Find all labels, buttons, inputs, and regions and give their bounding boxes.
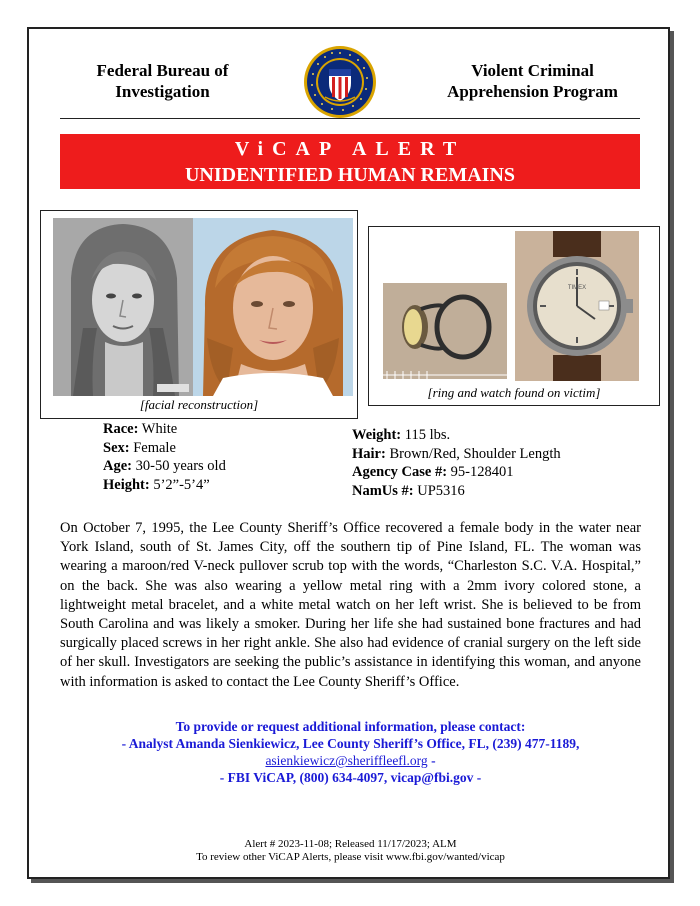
detail-namus bbox=[352, 482, 561, 501]
detail-sex-value: Female bbox=[133, 439, 176, 456]
detail-hair-value: Brown/Red, Shoulder Length bbox=[389, 445, 561, 462]
detail-height-label: Height: bbox=[103, 476, 150, 493]
details-right-column bbox=[352, 426, 561, 500]
detail-namus-value: UP5316 bbox=[417, 482, 465, 499]
program-name-line2: Apprehension Program bbox=[447, 82, 618, 101]
agency-name-line1: Federal Bureau of bbox=[96, 61, 229, 80]
detail-weight-label: Weight: bbox=[352, 427, 402, 443]
photo-caption-left: [facial reconstruction] bbox=[139, 397, 259, 412]
detail-agency-case-label: Agency Case #: bbox=[352, 464, 448, 480]
detail-height bbox=[103, 476, 226, 495]
detail-age bbox=[103, 457, 226, 476]
alert-banner-subtitle: UNIDENTIFIED HUMAN REMAINS bbox=[184, 164, 516, 186]
detail-hair bbox=[352, 445, 561, 464]
detail-namus-label: NamUs #: bbox=[352, 482, 414, 499]
agency-name-line2: Investigation bbox=[115, 82, 210, 101]
contact-analyst: - Analyst Amanda Sienkiewicz, Lee County Sheriff’s Office, FL, (239) 477-1189, bbox=[121, 736, 580, 751]
program-name bbox=[430, 60, 635, 102]
evidence-photos-box bbox=[368, 226, 660, 406]
detail-age-value: 30-50 years old bbox=[135, 458, 226, 474]
alert-footer bbox=[60, 838, 641, 864]
fbi-seal-icon bbox=[303, 45, 377, 119]
detail-agency-case-value: 95-128401 bbox=[450, 464, 514, 480]
detail-sex-label: Sex: bbox=[103, 439, 130, 456]
detail-weight-value: 115 lbs. bbox=[404, 427, 451, 443]
victim-photos-box bbox=[40, 210, 358, 419]
detail-sex bbox=[103, 439, 226, 458]
victim-photo-grayscale bbox=[53, 218, 193, 396]
alert-banner bbox=[60, 134, 640, 189]
detail-age-label: Age: bbox=[103, 458, 132, 474]
agency-name bbox=[70, 60, 255, 102]
alert-banner-title: ViCAP ALERT bbox=[234, 138, 466, 160]
detail-race-label: Race: bbox=[103, 421, 139, 437]
detail-weight bbox=[352, 426, 561, 445]
ring-image bbox=[383, 283, 507, 379]
case-narrative: On October 7, 1995, the Lee County Sheriff’s Office recovered a female body in the water near York Island, south of St. James City, off the southern tip of Pine Island, FL. The woman was wearing a maroon/red V-neck pullover scrub top with the words, “Charleston S.C. V.A. Hospital,” on the back. She was also wearing a yellow metal ring with a 2mm ivory colored stone, a lightweight metal bracelet, and a white metal watch on her left wrist. She is believed to be from South Carolina and was likely a smoker. During her life she had sustained bone fractures and had surgically placed screws in her right ankle. She also had evidence of cranial surgery on the left side of her skull. Investigators are seeking the public’s assistance in identifying this woman, and anyone with information is asked to contact the Lee County Sheriff’s Office. bbox=[60, 520, 641, 690]
alert-number: Alert # 2023-11-08; Released 11/17/2023; ALM bbox=[244, 838, 457, 850]
detail-race-value: White bbox=[141, 421, 178, 437]
contact-email-link[interactable]: asienkiewicz@sheriffleefl.org bbox=[265, 753, 428, 768]
contact-email-line bbox=[60, 752, 641, 769]
detail-hair-label: Hair: bbox=[352, 445, 386, 462]
detail-height-value: 5’2”-5’4” bbox=[153, 476, 210, 493]
detail-race bbox=[103, 420, 226, 439]
alert-website: To review other ViCAP Alerts, please visit www.fbi.gov/wanted/vicap bbox=[196, 851, 505, 863]
watch-image bbox=[515, 231, 639, 381]
details-left-column bbox=[103, 420, 226, 494]
program-name-line1: Violent Criminal bbox=[471, 61, 594, 80]
header-divider bbox=[60, 118, 640, 119]
contact-section bbox=[60, 718, 641, 786]
watch-brand-text: TIMEX bbox=[567, 285, 587, 291]
contact-heading: To provide or request additional information, please contact: bbox=[175, 719, 526, 734]
detail-agency-case bbox=[352, 463, 561, 482]
facial-reconstruction-image bbox=[193, 218, 353, 396]
contact-fbi-vicap: - FBI ViCAP, (800) 634-4097, vicap@fbi.gov - bbox=[219, 770, 482, 785]
contact-email-suffix: - bbox=[427, 753, 436, 768]
photo-caption-right: [ring and watch found on victim] bbox=[427, 385, 601, 400]
